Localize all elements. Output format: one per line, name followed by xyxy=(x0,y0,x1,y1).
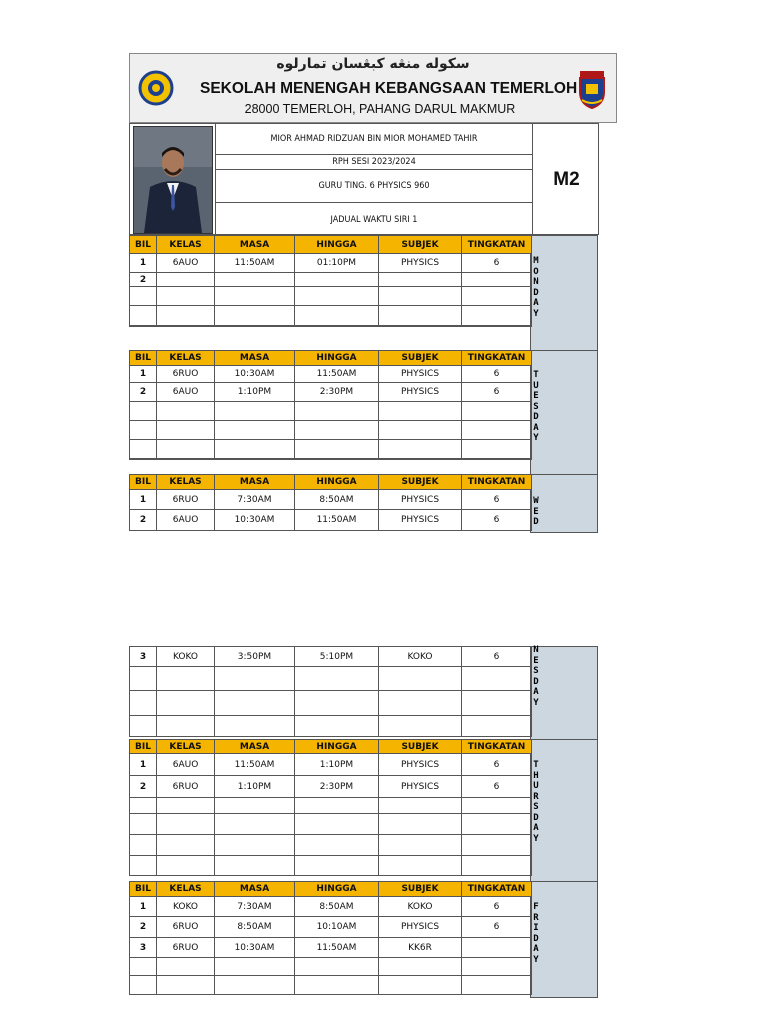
table-cell xyxy=(295,856,379,876)
table-cell: 6 xyxy=(462,383,532,402)
table-row xyxy=(130,326,532,327)
table-row xyxy=(130,754,532,776)
table-row xyxy=(130,287,532,306)
table-cell xyxy=(215,814,295,835)
table-cell xyxy=(462,798,532,814)
column-header: TINGKATAN xyxy=(462,882,532,897)
table-cell xyxy=(130,716,157,737)
table-cell: 1 xyxy=(130,897,157,917)
column-header: BIL xyxy=(130,882,157,897)
table-cell xyxy=(215,798,295,814)
table-cell: 2 xyxy=(130,383,157,402)
table-cell: PHYSICS xyxy=(379,754,462,776)
table-cell xyxy=(295,835,379,856)
table-cell xyxy=(462,958,532,976)
table-cell xyxy=(130,835,157,856)
table-row xyxy=(130,402,532,421)
table-cell: 3 xyxy=(130,647,157,667)
table-row xyxy=(130,897,532,917)
table-cell: PHYSICS xyxy=(379,776,462,798)
timetable-monday xyxy=(129,235,532,327)
table-cell: 10:30AM xyxy=(215,938,295,958)
timetable-tuesday xyxy=(129,350,532,460)
table-row xyxy=(130,273,532,287)
table-row xyxy=(130,490,532,510)
table-cell xyxy=(157,835,215,856)
table-cell: 6 xyxy=(462,917,532,938)
table-cell: PHYSICS xyxy=(379,917,462,938)
table-row xyxy=(130,366,532,383)
table-cell xyxy=(462,273,532,287)
table-cell xyxy=(295,691,379,716)
table-cell xyxy=(130,306,157,326)
table-cell xyxy=(215,421,295,440)
table-cell xyxy=(295,273,379,287)
table-cell: 8:50AM xyxy=(215,917,295,938)
table-cell xyxy=(157,958,215,976)
table-row xyxy=(130,776,532,798)
table-cell xyxy=(462,459,532,460)
table-cell xyxy=(379,459,462,460)
school-name-jawi: سکوله منڠه کبڠسان تمارلوه xyxy=(276,56,470,72)
table-cell: KOKO xyxy=(379,897,462,917)
column-header: KELAS xyxy=(157,740,215,754)
table-cell xyxy=(157,667,215,691)
table-cell xyxy=(215,306,295,326)
table-row xyxy=(130,510,532,531)
table-row xyxy=(130,459,532,460)
table-cell xyxy=(295,667,379,691)
table-cell xyxy=(379,835,462,856)
table-cell: 6RUO xyxy=(157,938,215,958)
table-row xyxy=(130,383,532,402)
table-cell xyxy=(130,667,157,691)
school-crest-icon xyxy=(576,70,608,110)
table-cell: 6 xyxy=(462,754,532,776)
table-row xyxy=(130,938,532,958)
table-cell xyxy=(295,440,379,459)
column-header: TINGKATAN xyxy=(462,351,532,366)
table-cell xyxy=(295,287,379,306)
table-cell: 6AUO xyxy=(157,754,215,776)
table-cell xyxy=(215,667,295,691)
table-cell xyxy=(379,814,462,835)
teacher-name: MIOR AHMAD RIDZUAN BIN MIOR MOHAMED TAHIR xyxy=(215,124,532,154)
day-label-friday: F R I D A Y xyxy=(533,902,539,965)
table-cell xyxy=(462,440,532,459)
column-header: MASA xyxy=(215,882,295,897)
table-cell: 01:10PM xyxy=(295,254,379,273)
table-cell: 3 xyxy=(130,938,157,958)
table-cell xyxy=(462,938,532,958)
column-header: HINGGA xyxy=(295,475,379,490)
table-cell xyxy=(379,716,462,737)
table-cell xyxy=(130,459,157,460)
table-cell: 10:10AM xyxy=(295,917,379,938)
column-header: KELAS xyxy=(157,475,215,490)
table-cell xyxy=(379,402,462,421)
table-cell: 6 xyxy=(462,490,532,510)
table-cell: 6RUO xyxy=(157,366,215,383)
table-cell xyxy=(462,976,532,995)
table-row xyxy=(130,917,532,938)
table-cell xyxy=(215,856,295,876)
table-cell xyxy=(157,716,215,737)
table-cell xyxy=(462,835,532,856)
table-cell xyxy=(379,856,462,876)
table-cell: 10:30AM xyxy=(215,510,295,531)
table-cell: 11:50AM xyxy=(295,510,379,531)
table-cell: 7:30AM xyxy=(215,897,295,917)
table-cell: 6AUO xyxy=(157,510,215,531)
table-row xyxy=(130,691,532,716)
table-cell xyxy=(379,287,462,306)
column-header: BIL xyxy=(130,475,157,490)
table-cell xyxy=(130,814,157,835)
timetable-code: M2 xyxy=(532,124,600,236)
table-cell: 8:50AM xyxy=(295,897,379,917)
timetable-friday xyxy=(129,881,532,995)
table-row xyxy=(130,667,532,691)
table-cell xyxy=(295,306,379,326)
teacher-portrait-icon xyxy=(134,127,212,233)
table-cell xyxy=(462,814,532,835)
table-cell: 1:10PM xyxy=(295,754,379,776)
table-cell: 6AUO xyxy=(157,383,215,402)
table-row xyxy=(130,254,532,273)
table-cell: 2:30PM xyxy=(295,776,379,798)
table-cell xyxy=(462,667,532,691)
table-cell: KOKO xyxy=(157,897,215,917)
table-cell xyxy=(379,421,462,440)
table-cell xyxy=(462,402,532,421)
table-cell: 1:10PM xyxy=(215,383,295,402)
table-cell: PHYSICS xyxy=(379,490,462,510)
table-row xyxy=(130,440,532,459)
table-cell xyxy=(130,421,157,440)
session-label: RPH SESI 2023/2024 xyxy=(215,154,532,169)
day-label-wednesday-bottom: N E S D A Y xyxy=(533,645,539,708)
table-cell xyxy=(157,287,215,306)
table-cell xyxy=(130,326,157,327)
column-header: TINGKATAN xyxy=(462,740,532,754)
table-cell: 2:30PM xyxy=(295,383,379,402)
column-header: HINGGA xyxy=(295,882,379,897)
table-header-row xyxy=(130,351,532,366)
table-cell xyxy=(379,667,462,691)
table-row xyxy=(130,976,532,995)
day-label-monday: M O N D A Y xyxy=(533,256,539,319)
table-cell xyxy=(379,273,462,287)
table-cell xyxy=(295,814,379,835)
table-cell: 6 xyxy=(462,776,532,798)
timetable-wednesday-bottom xyxy=(129,646,532,737)
table-cell xyxy=(215,402,295,421)
table-cell xyxy=(462,421,532,440)
column-header: MASA xyxy=(215,236,295,254)
table-cell: 2 xyxy=(130,510,157,531)
table-cell xyxy=(295,421,379,440)
table-row xyxy=(130,856,532,876)
table-cell xyxy=(215,440,295,459)
table-cell xyxy=(295,976,379,995)
column-header: BIL xyxy=(130,236,157,254)
table-cell: 11:50AM xyxy=(295,366,379,383)
table-cell: 5:10PM xyxy=(295,647,379,667)
column-header: SUBJEK xyxy=(379,351,462,366)
table-cell xyxy=(215,835,295,856)
table-cell xyxy=(130,976,157,995)
table-cell: 6 xyxy=(462,254,532,273)
table-cell: 6RUO xyxy=(157,776,215,798)
table-cell xyxy=(295,459,379,460)
table-header-row xyxy=(130,882,532,897)
table-cell: 2 xyxy=(130,776,157,798)
table-cell: PHYSICS xyxy=(379,383,462,402)
table-cell: 7:30AM xyxy=(215,490,295,510)
table-row xyxy=(130,814,532,835)
column-header: KELAS xyxy=(157,236,215,254)
school-header-banner xyxy=(129,53,617,123)
table-cell xyxy=(157,691,215,716)
table-row xyxy=(130,835,532,856)
table-cell xyxy=(157,976,215,995)
table-cell xyxy=(215,287,295,306)
column-header: HINGGA xyxy=(295,351,379,366)
table-cell xyxy=(130,856,157,876)
table-cell: PHYSICS xyxy=(379,510,462,531)
column-header: BIL xyxy=(130,740,157,754)
table-cell xyxy=(130,440,157,459)
table-row xyxy=(130,421,532,440)
column-header: SUBJEK xyxy=(379,740,462,754)
table-cell xyxy=(462,716,532,737)
table-cell xyxy=(130,958,157,976)
teacher-photo xyxy=(133,126,213,234)
table-cell: 11:50AM xyxy=(295,938,379,958)
table-cell xyxy=(379,440,462,459)
table-cell xyxy=(215,691,295,716)
table-cell xyxy=(295,798,379,814)
table-cell xyxy=(379,798,462,814)
table-cell xyxy=(157,306,215,326)
column-header: SUBJEK xyxy=(379,882,462,897)
column-header: KELAS xyxy=(157,351,215,366)
table-cell: 6 xyxy=(462,647,532,667)
table-cell: KOKO xyxy=(379,647,462,667)
table-header-row xyxy=(130,475,532,490)
table-cell xyxy=(215,958,295,976)
day-label-thursday: T H U R S D A Y xyxy=(533,760,539,844)
table-cell: 11:50AM xyxy=(215,754,295,776)
table-cell xyxy=(130,691,157,716)
table-cell xyxy=(379,976,462,995)
column-header: TINGKATAN xyxy=(462,475,532,490)
table-cell: 2 xyxy=(130,917,157,938)
table-cell: PHYSICS xyxy=(379,366,462,383)
table-cell: 6 xyxy=(462,897,532,917)
table-cell xyxy=(462,306,532,326)
timetable-title: JADUAL WAKTU SIRI 1 xyxy=(215,202,532,236)
table-cell xyxy=(215,273,295,287)
table-row xyxy=(130,306,532,326)
table-cell xyxy=(130,798,157,814)
table-row xyxy=(130,716,532,737)
table-header-row xyxy=(130,740,532,754)
table-cell xyxy=(130,287,157,306)
table-cell xyxy=(215,459,295,460)
table-row xyxy=(130,647,532,667)
table-cell xyxy=(130,402,157,421)
table-cell xyxy=(379,306,462,326)
table-row xyxy=(130,958,532,976)
column-header: MASA xyxy=(215,475,295,490)
table-cell: 6RUO xyxy=(157,490,215,510)
day-label-tuesday: T U E S D A Y xyxy=(533,370,539,443)
column-header: HINGGA xyxy=(295,236,379,254)
table-cell xyxy=(157,459,215,460)
table-cell xyxy=(462,326,532,327)
table-cell xyxy=(295,958,379,976)
table-header-row xyxy=(130,236,532,254)
table-cell: 8:50AM xyxy=(295,490,379,510)
table-cell: 1 xyxy=(130,490,157,510)
table-cell xyxy=(157,814,215,835)
table-cell xyxy=(379,691,462,716)
timetable-thursday xyxy=(129,739,532,876)
day-label-wednesday-top: W E D xyxy=(533,496,539,527)
table-cell: KOKO xyxy=(157,647,215,667)
column-header: KELAS xyxy=(157,882,215,897)
table-cell: 1 xyxy=(130,254,157,273)
teacher-role: GURU TING. 6 PHYSICS 960 xyxy=(215,169,532,202)
column-header: MASA xyxy=(215,740,295,754)
table-cell: 6RUO xyxy=(157,917,215,938)
table-cell: 10:30AM xyxy=(215,366,295,383)
table-cell: KK6R xyxy=(379,938,462,958)
table-cell xyxy=(379,326,462,327)
table-cell: 3:50PM xyxy=(215,647,295,667)
table-cell xyxy=(157,798,215,814)
table-cell: 1:10PM xyxy=(215,776,295,798)
table-cell xyxy=(157,273,215,287)
school-address: 28000 TEMERLOH, PAHANG DARUL MAKMUR xyxy=(244,102,516,116)
timetable-wednesday-top xyxy=(129,474,532,531)
table-cell: 2 xyxy=(130,273,157,287)
column-header: SUBJEK xyxy=(379,236,462,254)
table-cell: 1 xyxy=(130,754,157,776)
school-name: SEKOLAH MENENGAH KEBANGSAAN TEMERLOH xyxy=(200,80,578,97)
table-cell xyxy=(215,976,295,995)
table-cell xyxy=(462,856,532,876)
table-cell: 6AUO xyxy=(157,254,215,273)
column-header: MASA xyxy=(215,351,295,366)
table-cell xyxy=(462,287,532,306)
table-cell: 6 xyxy=(462,510,532,531)
table-cell xyxy=(295,402,379,421)
column-header: SUBJEK xyxy=(379,475,462,490)
table-cell: 1 xyxy=(130,366,157,383)
table-cell: 11:50AM xyxy=(215,254,295,273)
table-cell xyxy=(379,958,462,976)
table-cell xyxy=(157,326,215,327)
table-cell xyxy=(157,856,215,876)
table-cell xyxy=(295,716,379,737)
table-cell xyxy=(157,421,215,440)
table-cell xyxy=(215,716,295,737)
table-cell xyxy=(295,326,379,327)
table-cell xyxy=(215,326,295,327)
column-header: TINGKATAN xyxy=(462,236,532,254)
table-cell xyxy=(157,402,215,421)
teacher-info-panel xyxy=(129,123,599,235)
table-row xyxy=(130,798,532,814)
table-cell xyxy=(157,440,215,459)
column-header: BIL xyxy=(130,351,157,366)
column-header: HINGGA xyxy=(295,740,379,754)
state-crest-icon xyxy=(138,70,174,106)
table-cell: 6 xyxy=(462,366,532,383)
table-cell: PHYSICS xyxy=(379,254,462,273)
table-cell xyxy=(462,691,532,716)
